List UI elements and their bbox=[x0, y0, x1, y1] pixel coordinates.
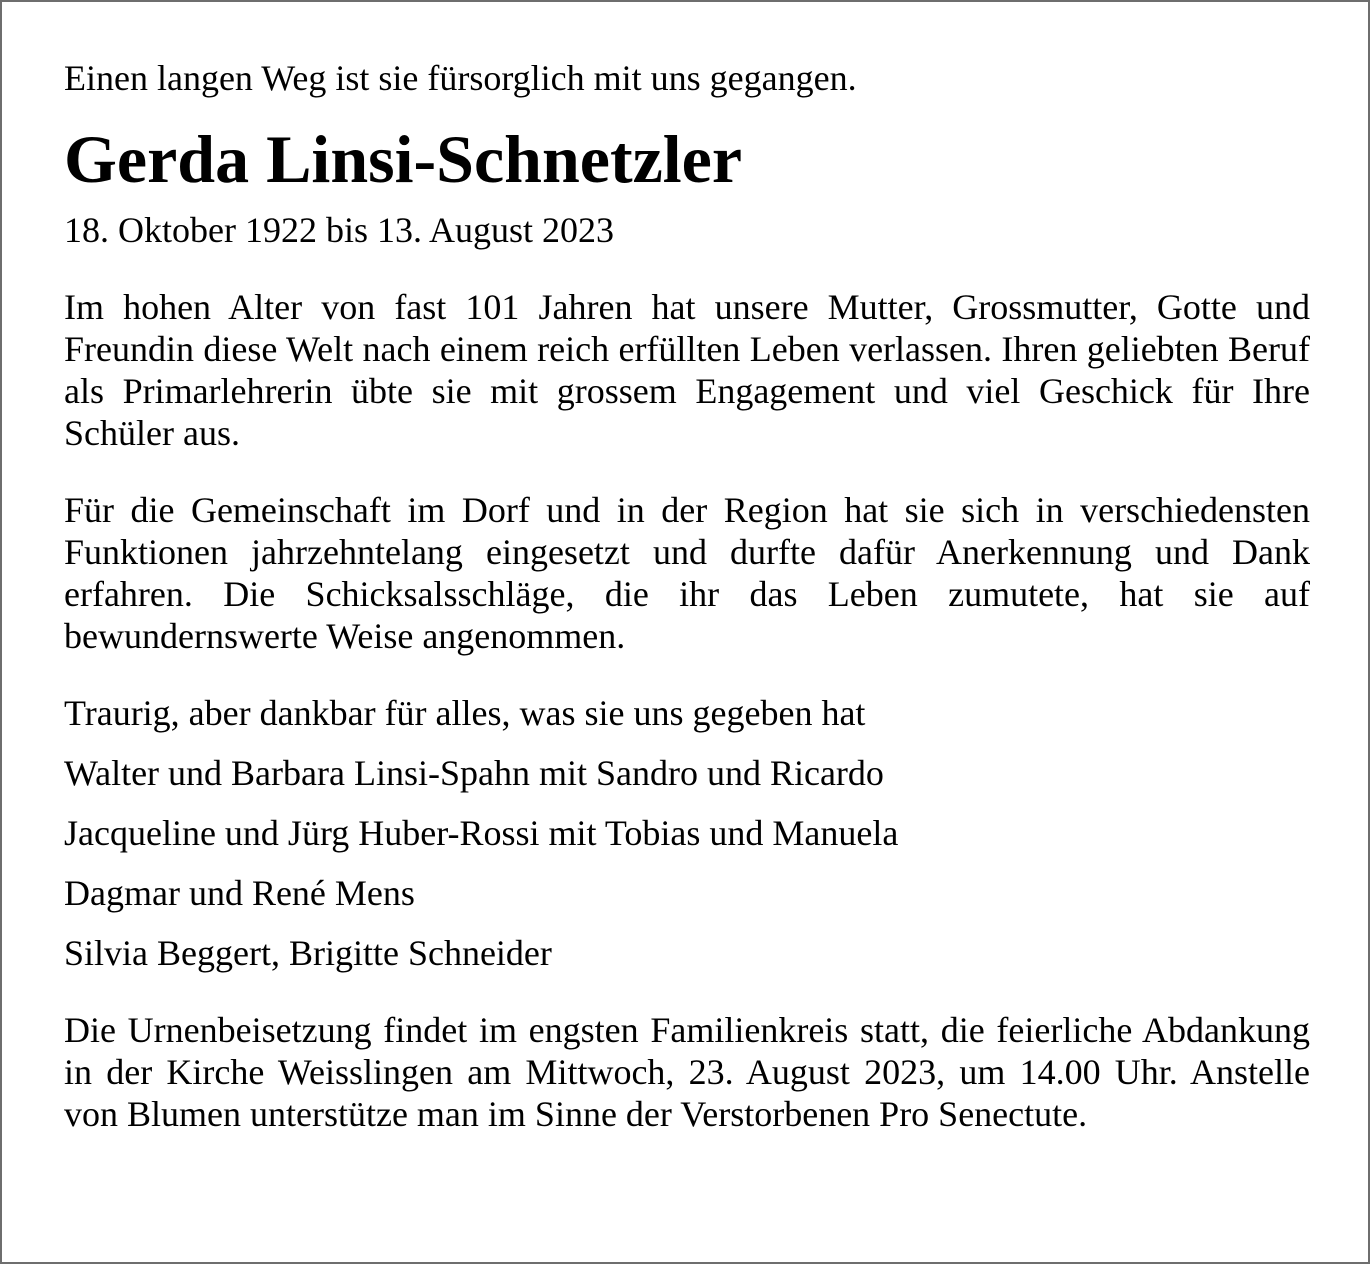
biography-paragraph-2: Für die Gemeinschaft im Dorf und in der Region hat sie sich in verschiedensten Funktionen jahrzehntelang eingesetzt und durfte dafür Anerkennung und Dank erfahren. Die Schicksalsschläge, die ihr das Leben zumutete, hat sie auf bewundernswerte Weise angenommen. bbox=[64, 490, 1310, 656]
mourner-line: Walter und Barbara Linsi-Spahn mit Sandro und Ricardo bbox=[64, 753, 884, 793]
deceased-name: Gerda Linsi-Schnetzler bbox=[64, 121, 743, 197]
life-dates: 18. Oktober 1922 bis 13. August 2023 bbox=[64, 210, 615, 250]
mourner-line: Dagmar und René Mens bbox=[64, 873, 415, 913]
biography-paragraph-1: Im hohen Alter von fast 101 Jahren hat unsere Mutter, Grossmutter, Gotte und Freundin diese Welt nach einem reich erfüllten Leben verlassen. Ihren geliebten Beruf als Primarlehrerin übte sie mit grossem Engagement und viel Geschick für Ihre Schüler aus. bbox=[64, 287, 1310, 453]
funeral-details-paragraph: Die Urnenbeisetzung findet im engsten Familienkreis statt, die feierliche Abdankung in der Kirche Weisslingen am Mittwoch, 23. August 2023, um 14.00 Uhr. Anstelle von Blumen unterstütze man im Sinne der Verstorbenen Pro Senectute. bbox=[64, 1010, 1310, 1134]
thanks-line: Traurig, aber dankbar für alles, was sie uns gegeben hat bbox=[64, 693, 866, 733]
notice-content bbox=[64, 57, 1310, 1135]
motto-text: Einen langen Weg ist sie fürsorglich mit uns gegangen. bbox=[64, 58, 857, 98]
mourner-line: Jacqueline und Jürg Huber-Rossi mit Tobias und Manuela bbox=[64, 813, 899, 853]
mourner-line: Silvia Beggert, Brigitte Schneider bbox=[64, 933, 552, 973]
